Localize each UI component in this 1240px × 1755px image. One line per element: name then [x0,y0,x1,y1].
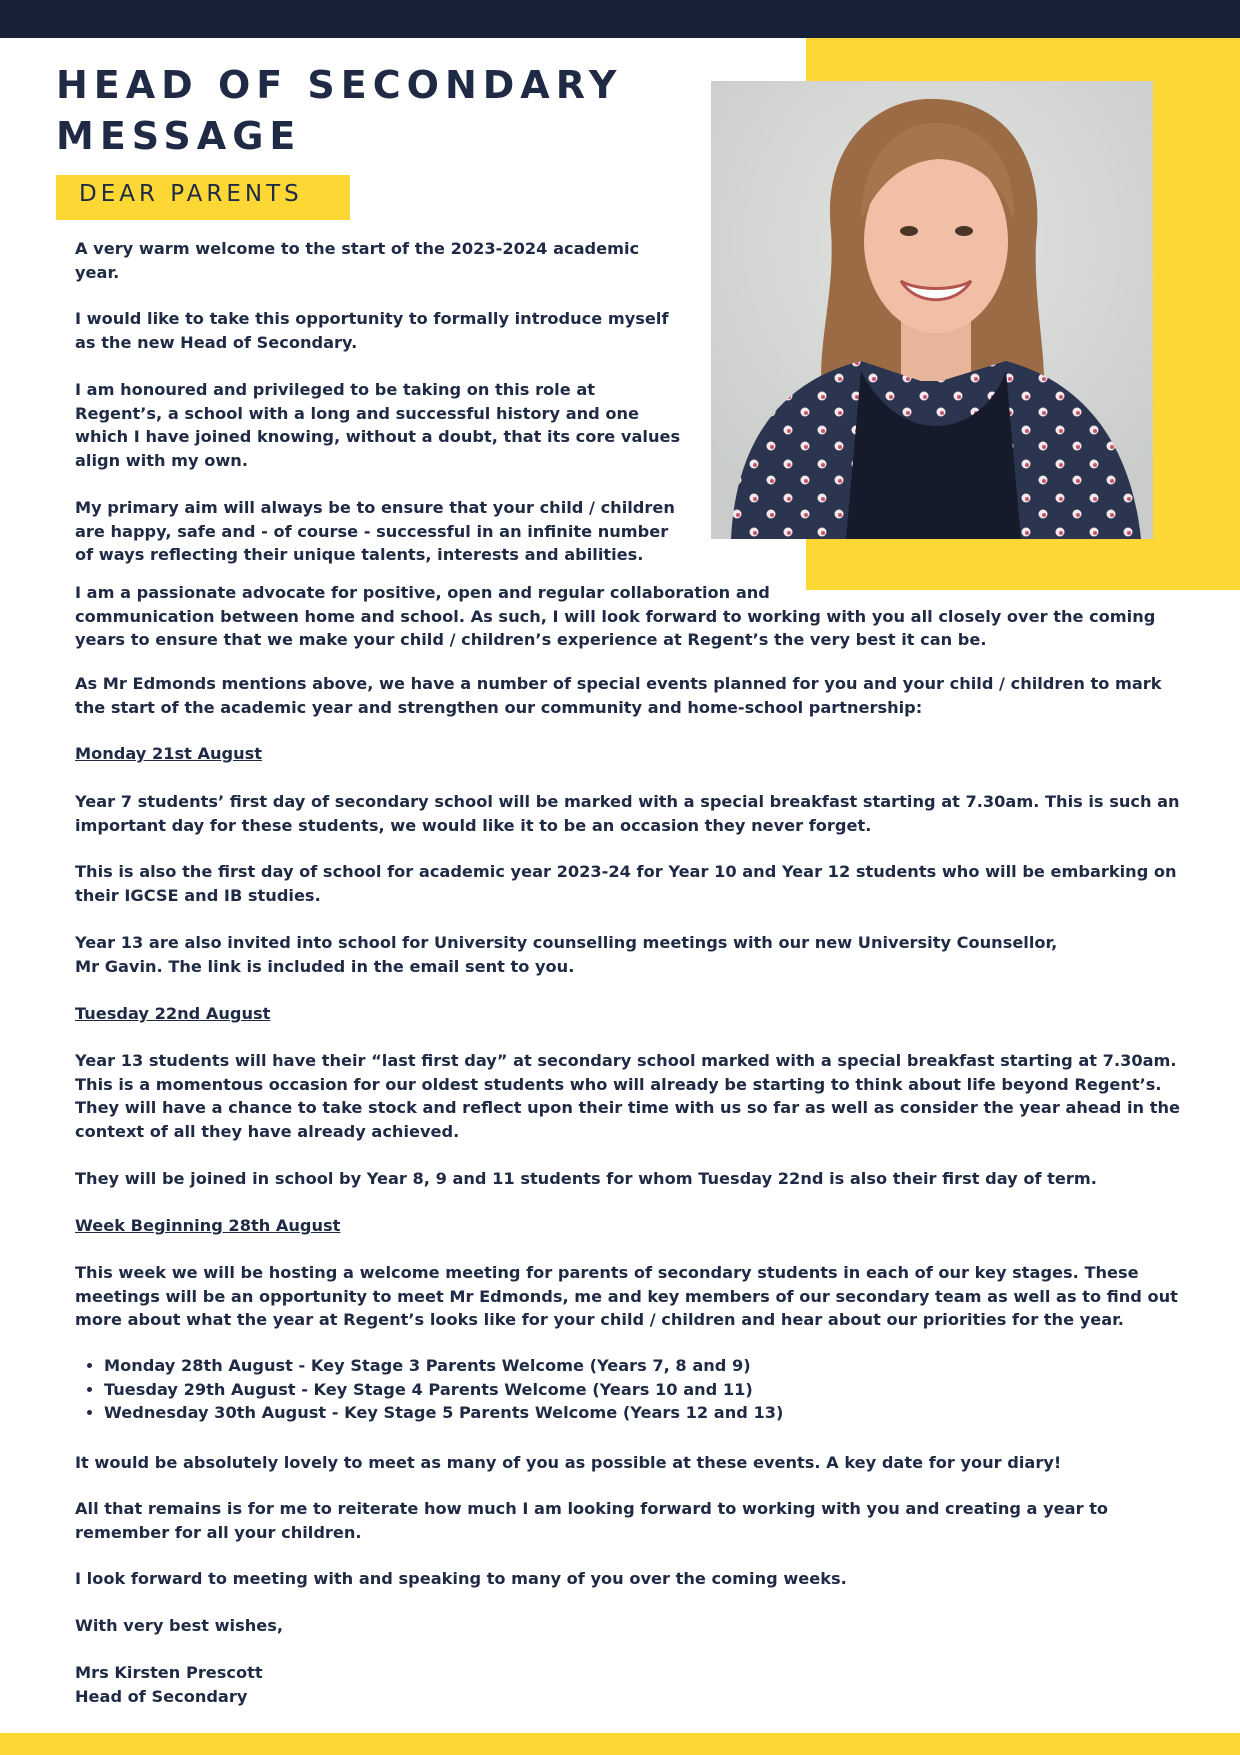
bottom-accent-bar [0,1733,1240,1755]
monday-paragraph-1: Year 7 students’ first day of secondary school will be marked with a special breakfast starting at 7.30am. This is such an important day for these students, we would like it to be an occasion they never forget. [75,792,1180,835]
collaboration-paragraph-rest: communication between home and school. As such, I will look forward to working with you all closely over the coming years to ensure that we make your child / children’s experience at Regent’s the very best it can be. [75,606,1156,649]
signature-title: Head of Secondary [75,1686,248,1706]
page-title-line-2: MESSAGE [56,114,302,158]
monday-paragraph-3-line-1: Year 13 are also invited into school for University counselling meetings with our new University Counsellor, [75,933,1058,952]
tuesday-paragraph-1: Year 13 students will have their “last first day” at secondary school marked with a special breakfast starting at 7.30am. This is a momentous occasion for our oldest students who will already be starting to think about life beyond Regent’s. They will have a chance to take stock and reflect upon their time with us so far as well as consider the year ahead in the context of all they have already achieved. [75,1051,1180,1141]
events-intro-paragraph: As Mr Edmonds mentions above, we have a number of special events planned for you and your child / children to mark the start of the academic year and strengthen our community and home-school partnership: [75,674,1162,717]
tuesday-paragraph-2: They will be joined in school by Year 8, 9 and 11 students for whom Tuesday 22nd is also their first day of term. [75,1169,1097,1188]
intro-paragraph-1: A very warm welcome to the start of the 2023-2024 academic year. [75,239,640,282]
intro-paragraph-3: I am honoured and privileged to be taking on this role at Regent’s, a school with a long and successful history and one which I have joined knowing, without a doubt, that its core values align with my own. [75,380,681,470]
salutation-banner [56,175,350,220]
monday-paragraph-3 [75,931,1185,978]
signature-name: Mrs Kirsten Prescott [75,1663,263,1682]
page-title-line-1: HEAD OF SECONDARY [56,63,623,107]
top-banner-bar [0,0,1240,38]
intro-paragraph-4: My primary aim will always be to ensure that your child / children are happy, safe and - of course - successful in an infinite number of ways reflecting their unique talents, interests and abilities. [75,498,675,564]
closing-paragraph-2: All that remains is for me to reiterate how much I am looking forward to working with you and creating a year to remember for all your children. [75,1499,1109,1542]
head-of-secondary-portrait [711,81,1153,539]
sign-off: With very best wishes, [75,1616,284,1635]
monday-paragraph-2: This is also the first day of school for academic year 2023-24 for Year 10 and Year 12 students who will be embarking on their IGCSE and IB studies. [75,862,1177,905]
week-paragraph-1: This week we will be hosting a welcome meeting for parents of secondary students in each of our key stages. These meetings will be an opportunity to meet Mr Edmonds, me and key members of our secondary team as well as to find out more about what the year at Regent’s looks like for your child / children and hear about our priorities for the year. [75,1263,1178,1329]
list-item: • Tuesday 29th August - Key Stage 4 Parents Welcome (Years 10 and 11) [104,1378,1154,1402]
page-title [56,60,622,162]
tuesday-heading: Tuesday 22nd August [75,1004,271,1023]
list-item: • Monday 28th August - Key Stage 3 Parents Welcome (Years 7, 8 and 9) [104,1354,1154,1378]
week-beginning-heading: Week Beginning 28th August [75,1216,341,1235]
signature-block [75,1661,1185,1708]
collaboration-paragraph [75,581,1185,652]
list-item: • Wednesday 30th August - Key Stage 5 Parents Welcome (Years 12 and 13) [104,1401,1154,1425]
intro-paragraph-2: I would like to take this opportunity to formally introduce myself as the new Head of Secondary. [75,309,669,352]
salutation-text: DEAR PARENTS [79,181,303,207]
collaboration-paragraph-line-1: I am a passionate advocate for positive, open and regular collaboration and [75,583,770,602]
closing-paragraph-3: I look forward to meeting with and speaking to many of you over the coming weeks. [75,1569,847,1588]
closing-paragraph-1: It would be absolutely lovely to meet as many of you as possible at these events. A key date for your diary! [75,1453,1062,1472]
monday-heading: Monday 21st August [75,744,263,763]
monday-paragraph-3-line-2: Mr Gavin. The link is included in the email sent to you. [75,956,575,976]
welcome-events-list [75,1354,1154,1425]
